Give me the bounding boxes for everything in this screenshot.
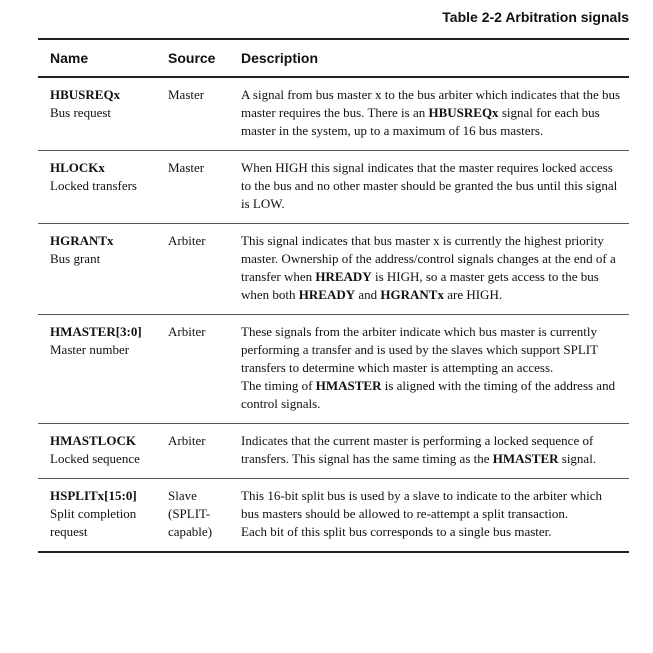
signal-label: Bus request	[50, 105, 112, 120]
signal-label: Master number	[50, 342, 130, 357]
header-description: Description	[241, 39, 629, 77]
signal-name-cell	[38, 224, 168, 315]
header-name: Name	[38, 39, 168, 77]
signal-source: Arbiter	[168, 224, 241, 315]
signal-name: HSPLITx[15:0]	[50, 488, 137, 503]
signal-name-cell	[38, 77, 168, 151]
signal-source: Master	[168, 151, 241, 224]
signal-description: These signals from the arbiter indicate which bus master is currently performing a transfer and is used by the slaves which support SPLIT transfers to determine which master is attempting an access. The timing of HMASTER is aligned with the timing of the address and control signals.	[241, 315, 629, 424]
signal-name-cell	[38, 424, 168, 479]
signal-source: Master	[168, 77, 241, 151]
signal-name-cell	[38, 315, 168, 424]
table-row	[38, 224, 629, 315]
signal-label: Locked sequence	[50, 451, 140, 466]
signal-description: This signal indicates that bus master x is currently the highest priority master. Ownership of the address/control signals changes at the end of a transfer when HREADY is HIGH, so a master gets access to the bus when both HREADY and HGRANTx are HIGH.	[241, 224, 629, 315]
signal-name-cell	[38, 479, 168, 553]
signal-description: A signal from bus master x to the bus arbiter which indicates that the bus master requires the bus. There is an HBUSREQx signal for each bus master in the system, up to a maximum of 16 bus masters.	[241, 77, 629, 151]
table-row	[38, 77, 629, 151]
signal-name: HGRANTx	[50, 233, 114, 248]
signal-name: HBUSREQx	[50, 87, 121, 102]
signal-name: HMASTLOCK	[50, 433, 136, 448]
table-row	[38, 479, 629, 553]
signal-source: Arbiter	[168, 315, 241, 424]
signal-source: Slave (SPLIT-capable)	[168, 488, 213, 539]
signal-description: When HIGH this signal indicates that the master requires locked access to the bus and no other master should be granted the bus until this signal is LOW.	[241, 151, 629, 224]
signal-label: Bus grant	[50, 251, 101, 266]
table-row	[38, 315, 629, 424]
header-source: Source	[168, 39, 241, 77]
signal-label: Split completion request	[50, 506, 137, 539]
signal-name-cell	[38, 151, 168, 224]
signal-description: This 16-bit split bus is used by a slave to indicate to the arbiter which bus masters should be allowed to re-attempt a split transaction. Each bit of this split bus corresponds to a single bus master.	[241, 488, 603, 539]
signal-name: HMASTER[3:0]	[50, 324, 142, 339]
arbitration-signals-table	[38, 38, 629, 553]
table-caption: Table 2-2 Arbitration signals	[442, 9, 629, 25]
table-row	[38, 151, 629, 224]
signal-description: Indicates that the current master is performing a locked sequence of transfers. This signal has the same timing as the HMASTER signal.	[241, 424, 629, 479]
table-header-row	[38, 39, 629, 77]
signal-label: Locked transfers	[50, 178, 137, 193]
signal-name: HLOCKx	[50, 160, 105, 175]
table-row	[38, 424, 629, 479]
signal-source: Arbiter	[168, 424, 241, 479]
